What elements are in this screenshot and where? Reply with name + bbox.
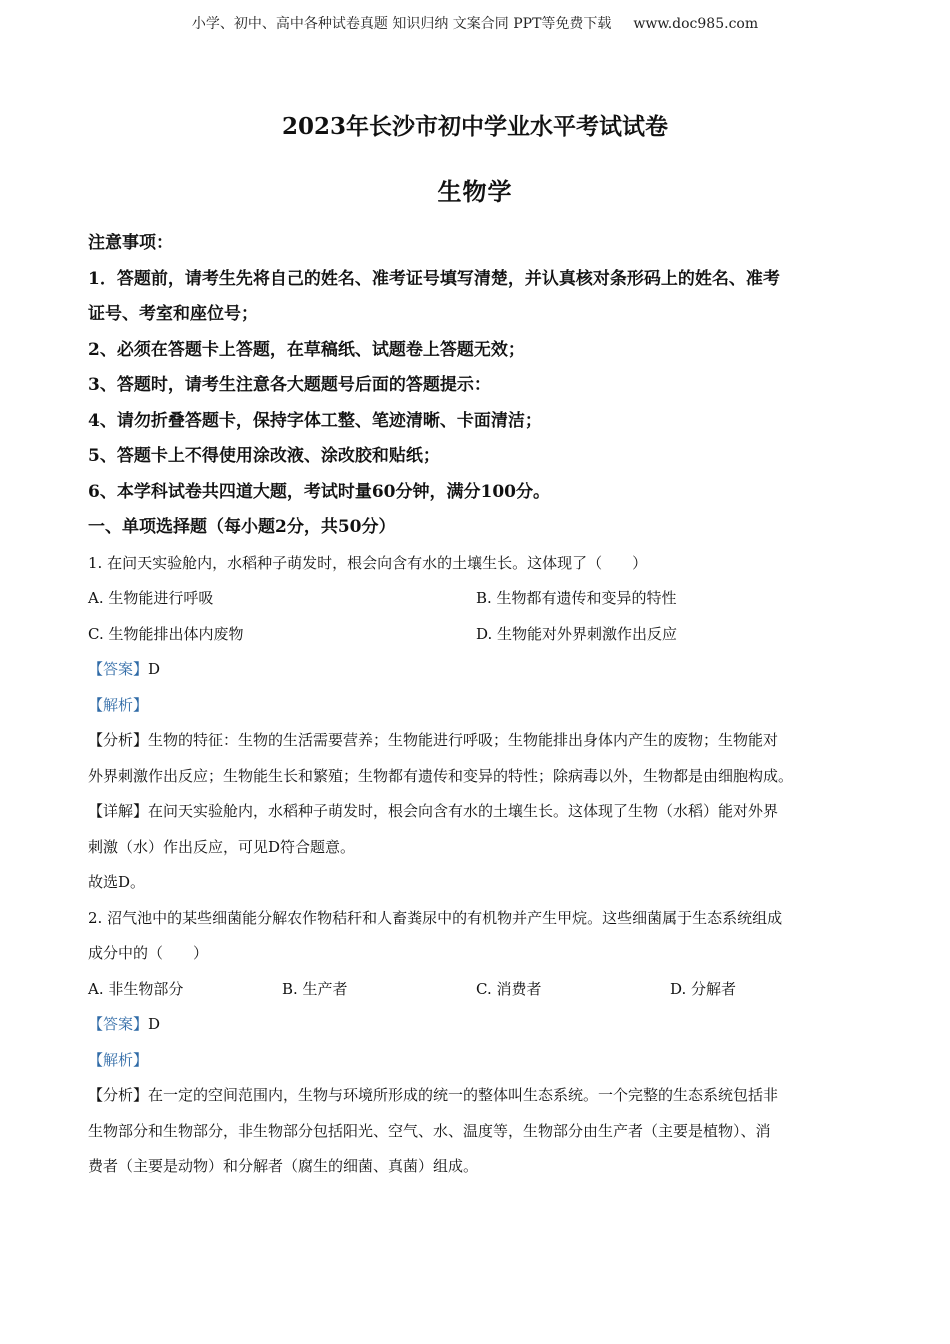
header-url[interactable]: www.doc985.com [633, 16, 759, 32]
question-1-analysis-1 [88, 723, 868, 759]
question-2-option-c: C. 消费者 [476, 979, 542, 998]
question-2-answer [88, 1007, 868, 1043]
question-1-analysis-2: 外界刺激作出反应；生物能生长和繁殖；生物都有遗传和变异的特性；除病毒以外，生物都是由细胞构成。 [88, 766, 794, 785]
question-1-conclusion: 故选D。 [88, 873, 146, 891]
question-1-stem: 1. 在问天实验舱内，水稻种子萌发时，根会向含有水的土壤生长。这体现了（ ） [88, 553, 648, 572]
question-2-stem-cont: 成分中的（ ） [88, 944, 209, 962]
question-1-option-b: B. 生物都有遗传和变异的特性 [476, 589, 677, 607]
fenxi-tag: 【分析】 [88, 1086, 149, 1104]
question-1-analysis-tag: 【解析】 [88, 695, 149, 714]
document-body [88, 226, 868, 1185]
question-1-options-row-2 [88, 617, 868, 653]
question-2-option-d: D. 分解者 [670, 979, 737, 998]
fenxi-text: 在一定的空间范围内，生物与环境所形成的统一的整体叫生态系统。一个完整的生态系统包括非 [148, 1086, 779, 1104]
question-1-answer [88, 652, 868, 688]
question-1-option-a: A. 生物能进行呼吸 [88, 589, 214, 607]
answer-tag: 【答案】 [88, 660, 149, 678]
question-2-option-b: B. 生产者 [282, 979, 348, 998]
exam-title: 2023年长沙市初中学业水平考试试卷 [281, 113, 668, 140]
notice-item-5: 5、答题卡上不得使用涂改液、涂改胶和贴纸； [88, 446, 440, 466]
notice-item-4: 4、请勿折叠答题卡，保持字体工整、笔迹清晰、卡面清洁； [88, 410, 542, 431]
question-2-analysis-tag: 【解析】 [88, 1050, 149, 1069]
notice-item-3: 3、答题时，请考生注意各大题题号后面的答题提示： [88, 375, 491, 395]
question-2-stem: 2. 沼气池中的某些细菌能分解农作物秸秆和人畜粪尿中的有机物并产生甲烷。这些细菌属于生态系统组成 [88, 908, 783, 927]
notice-item-2: 2、必须在答题卡上答题，在草稿纸、试题卷上答题无效； [88, 339, 525, 360]
answer-value: D [148, 1015, 161, 1033]
question-2-option-a: A. 非生物部分 [88, 979, 184, 998]
question-1-option-c: C. 生物能排出体内废物 [88, 624, 244, 643]
answer-tag: 【答案】 [88, 1015, 149, 1033]
question-2-analysis-2: 生物部分和生物部分，非生物部分包括阳光、空气、水、温度等，生物部分由生产者（主要是植物）、消 [88, 1121, 771, 1140]
question-1-option-d: D. 生物能对外界刺激作出反应 [476, 624, 678, 643]
notice-item-1-cont: 证号、考室和座位号； [88, 304, 258, 324]
question-2-options [88, 972, 868, 1008]
subject-title: 生物学 [437, 177, 513, 206]
fenxi-tag: 【分析】 [88, 731, 149, 749]
xiangjie-text: 在问天实验舱内，水稻种子萌发时，根会向含有水的土壤生长。这体现了生物（水稻）能对外界 [148, 802, 779, 820]
section-heading: 一、单项选择题（每小题2分，共50分） [88, 517, 396, 537]
xiangjie-tag: 【详解】 [88, 802, 149, 820]
answer-value: D [148, 660, 161, 678]
page-header [0, 13, 950, 33]
question-1-options-row-1 [88, 581, 868, 617]
notice-item-1: 1．答题前，请考生先将自己的姓名、准考证号填写清楚，并认真核对条形码上的姓名、准考 [88, 268, 780, 289]
question-1-detail-2: 刺激（水）作出反应，可见D符合题意。 [88, 837, 356, 856]
notice-heading: 注意事项： [88, 233, 173, 253]
notice-item-6: 6、本学科试卷共四道大题，考试时量60分钟，满分100分。 [88, 481, 550, 502]
header-text: 小学、初中、高中各种试卷真题 知识归纳 文案合同 PPT等免费下载 [191, 16, 612, 32]
question-2-analysis-1 [88, 1078, 868, 1114]
fenxi-text: 生物的特征：生物的生活需要营养；生物能进行呼吸；生物能排出身体内产生的废物；生物能对 [148, 731, 779, 749]
question-2-analysis-3: 费者（主要是动物）和分解者（腐生的细菌、真菌）组成。 [88, 1157, 479, 1175]
question-1-detail-1 [88, 794, 868, 830]
